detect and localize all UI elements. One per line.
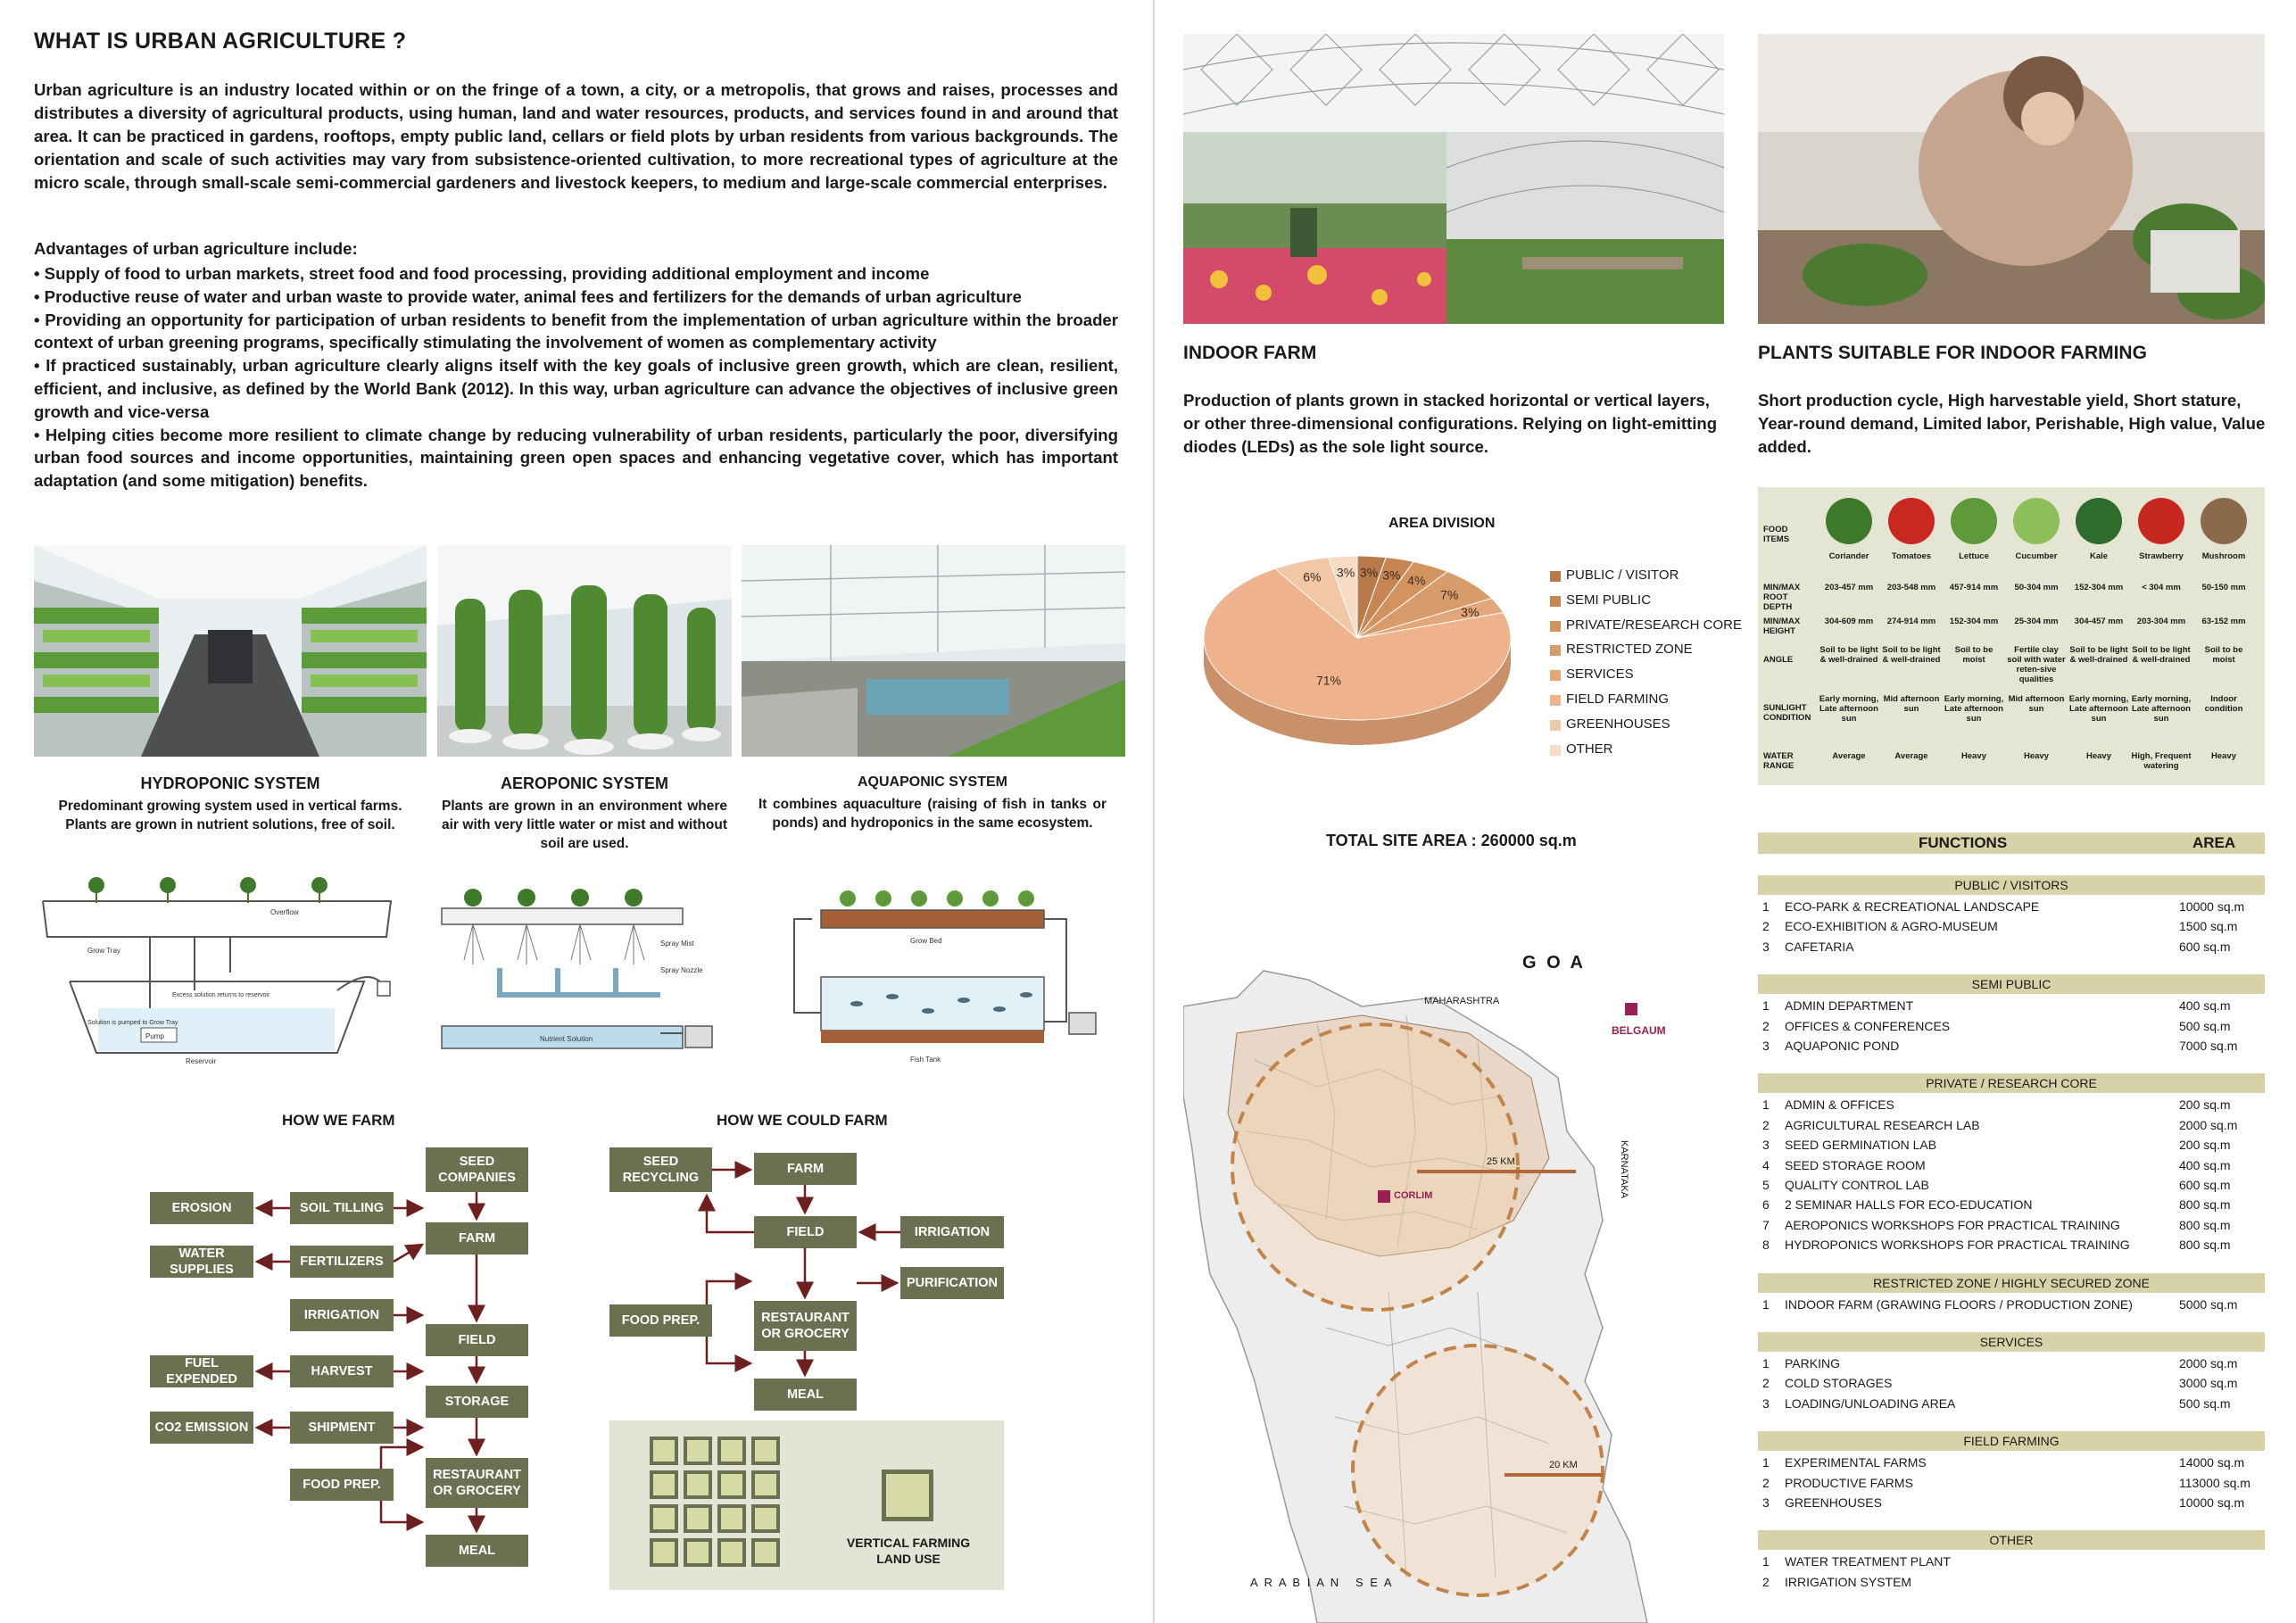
legend-label: GREENHOUSES	[1566, 716, 1670, 732]
advantage-item: • Providing an opportunity for participation of urban residents to benefit from the implementation of urban agriculture within the broader context of urban greening programs, specifically stimulating the involvement of women as complementary activity	[34, 310, 1118, 352]
legend-swatch	[1550, 571, 1561, 582]
farm-box: FARM	[426, 1222, 528, 1255]
aquaponic-diagram	[758, 879, 1115, 1066]
map-label-karnataka: KARNATAKA	[1619, 1140, 1629, 1198]
advantages-list	[34, 262, 1118, 493]
root-depth-cell: 203-457 mm	[1824, 583, 1874, 592]
erosion-box: EROSION	[150, 1192, 253, 1224]
land-use-cell	[717, 1470, 746, 1499]
function-row-name: ECO-EXHIBITION & AGRO-MUSEUM	[1785, 919, 1998, 934]
root-depth-cell: 50-150 mm	[2201, 583, 2246, 592]
function-group-header: PRIVATE / RESEARCH CORE	[1758, 1073, 2265, 1093]
function-row-number: 1	[1762, 998, 1770, 1014]
function-row-number: 6	[1762, 1197, 1770, 1213]
land-use-label: VERTICAL FARMING LAND USE	[846, 1536, 971, 1566]
function-row-name: AEROPONICS WORKSHOPS FOR PRACTICAL TRAINING	[1785, 1217, 2120, 1232]
page-divider	[1153, 0, 1155, 1623]
function-row-number: 4	[1762, 1157, 1770, 1172]
map-label-maharashtra: MAHARASHTRA	[1424, 996, 1500, 1006]
map-label-25km: 25 KM	[1487, 1156, 1515, 1167]
function-row-number: 3	[1762, 1138, 1770, 1153]
map-label-corlim: CORLIM	[1394, 1190, 1433, 1201]
advantage-item: • Helping cities become more resilient to climate change by reducing vulnerability of urban residents, particularly the poor, diversifying urban food sources and income opportunities, maintaining green open spaces and enhancing vegetative cover, which has important adaptation (and some mitigation) benefits.	[34, 425, 1118, 491]
hydroponic-desc: Predominant growing system used in vertical farms. Plants are grown in nutrient solutions, free of soil.	[58, 799, 402, 832]
function-row-number: 1	[1762, 1097, 1770, 1113]
map-label-goa: G O A	[1522, 953, 1586, 973]
function-row-name: CAFETARIA	[1785, 939, 1854, 954]
function-row-number: 2	[1762, 1376, 1770, 1391]
pie-slice-label: 3%	[1382, 567, 1401, 583]
total-site-area: TOTAL SITE AREA : 260000 sq.m	[1326, 832, 1577, 849]
function-row-area: 500 sq.m	[2179, 1018, 2231, 1033]
land-use-cell	[650, 1504, 678, 1533]
function-row-number: 8	[1762, 1238, 1770, 1253]
food-item-icon	[2201, 498, 2247, 544]
row-label-height: MIN/MAX HEIGHT	[1763, 617, 1801, 636]
soil-cell: Soil to be light & well-drained	[1882, 645, 1941, 665]
row-label-sunlight: SUNLIGHT CONDITION	[1763, 703, 1811, 723]
plants-photo	[1758, 34, 2265, 324]
function-row-number: 3	[1762, 1039, 1770, 1053]
advantage-item: • If practiced sustainably, urban agriculture clearly aligns itself with the key goals of inclusive green growth, which are clean, resilient, efficient, and inclusive, as defined by the World Bank (2012). In this way, urban agriculture can advance the objectives of inclusive green growth and vice-versa	[34, 356, 1118, 421]
function-row-area: 113000 sq.m	[2179, 1475, 2250, 1490]
land-use-cell	[684, 1437, 712, 1465]
soil-cell: Soil to be light & well-drained	[1819, 645, 1878, 665]
sunlight-cell: Early morning, Late afternoon sun	[2131, 694, 2192, 724]
hydroponic-diagram	[34, 874, 409, 1066]
location-map	[1183, 953, 1715, 1623]
function-row-name: PARKING	[1785, 1356, 1840, 1370]
pump-label: Pump	[145, 1032, 164, 1040]
restaurant-grocery-box: RESTAURANT OR GROCERY	[754, 1301, 857, 1351]
pie-title: AREA DIVISION	[1388, 516, 1496, 531]
indoor-farm-text: Production of plants grown in stacked horizontal or vertical layers, or other three-dimensional configurations. Relying on light-emitting diodes (LEDs) as the sole light source.	[1183, 391, 1718, 456]
meal-box: MEAL	[754, 1379, 857, 1411]
root-depth-cell: < 304 mm	[2142, 583, 2181, 592]
soil-cell: Soil to be moist	[1954, 645, 1993, 665]
overflow-label: Overflow	[270, 908, 299, 916]
legend-label: PUBLIC / VISITOR	[1566, 567, 1679, 583]
aquaponic-title: AQUAPONIC SYSTEM	[857, 774, 1007, 790]
function-row-area: 2000 sq.m	[2179, 1117, 2238, 1132]
nutrient-solution-label: Nutrient Solution	[540, 1035, 593, 1043]
food-item-icon	[1951, 498, 1997, 544]
indoor-farm-photo	[1183, 34, 1724, 324]
water-supplies-box: WATER SUPPLIES	[150, 1246, 253, 1278]
function-row-area: 1500 sq.m	[2179, 919, 2238, 934]
function-row-name: OFFICES & CONFERENCES	[1785, 1018, 1951, 1033]
pie-slice-label: 3%	[1461, 604, 1480, 619]
intro-paragraph: Urban agriculture is an industry located within or on the fringe of a town, a city, or a metropolis, that grows and raises, processes and distributes a diversity of agricultural products, using human, land and water resources, products, and services found in and around that area. It can be practiced in gardens, rooftops, empty public land, cellars or field plots by urban residents from various backgrounds. The orientation and scale of such activities may vary from subsistence-oriented cultivation, to more recreational types of agriculture at the micro scale, through small-scale semi-commercial gardeners and livestock keepers, to medium and large-scale commercial enterprises.	[34, 80, 1118, 192]
height-cell: 25-304 mm	[2014, 617, 2059, 626]
function-row-area: 200 sq.m	[2179, 1097, 2231, 1113]
sunlight-cell: Mid afternoon sun	[2008, 694, 2065, 714]
function-row-area: 800 sq.m	[2179, 1197, 2231, 1213]
food-item-icon	[2013, 498, 2060, 544]
height-cell: 274-914 mm	[1886, 617, 1936, 626]
land-use-small-square	[882, 1470, 933, 1521]
function-row-area: 800 sq.m	[2179, 1217, 2231, 1232]
area-header-label: AREA	[2192, 834, 2236, 851]
fertilizers-box: FERTILIZERS	[290, 1246, 394, 1278]
water-range-cell: Heavy	[1961, 751, 1986, 761]
plants-text: Short production cycle, High harvestable yield, Short stature, Year-round demand, Limited labor, Perishable, High value, Value added.	[1758, 391, 2266, 456]
functions-header-label: FUNCTIONS	[1919, 834, 2008, 851]
map-label-belgaum: BELGAUM	[1612, 1024, 1666, 1037]
function-row-area: 10000 sq.m	[2179, 899, 2245, 914]
land-use-cell	[717, 1504, 746, 1533]
land-use-cell	[751, 1504, 780, 1533]
function-row-area: 500 sq.m	[2179, 1395, 2231, 1411]
sunlight-cell: Early morning, Late afternoon sun	[1819, 694, 1879, 724]
indoor-farm-title: INDOOR FARM	[1183, 343, 1317, 363]
function-row-name: LOADING/UNLOADING AREA	[1785, 1395, 1956, 1411]
water-range-cell: Heavy	[2086, 751, 2111, 761]
map-label-20km: 20 KM	[1549, 1460, 1578, 1470]
land-use-grid	[650, 1437, 761, 1575]
row-label-angle: ANGLE	[1763, 655, 1794, 665]
food-item-name: Cucumber	[2015, 551, 2058, 561]
aquaponic-photo	[742, 545, 1125, 757]
function-row-name: SEED GERMINATION LAB	[1785, 1138, 1937, 1153]
pie-slice-label: 7%	[1440, 587, 1459, 602]
how-we-farm-title: HOW WE FARM	[282, 1112, 395, 1129]
irrigation-box: IRRIGATION	[900, 1216, 1004, 1248]
aeroponic-title: AEROPONIC SYSTEM	[500, 774, 669, 792]
meal-box: MEAL	[426, 1535, 528, 1567]
land-use-cell	[650, 1437, 678, 1465]
function-row-area: 200 sq.m	[2179, 1138, 2231, 1153]
function-row-number: 1	[1762, 1554, 1770, 1569]
height-cell: 152-304 mm	[1949, 617, 1999, 626]
function-row-name: HYDROPONICS WORKSHOPS FOR PRACTICAL TRAINING	[1785, 1238, 2130, 1253]
height-cell: 203-304 mm	[2136, 617, 2186, 626]
food-item-name: Coriander	[1828, 551, 1869, 561]
root-depth-cell: 203-548 mm	[1886, 583, 1936, 592]
soil-cell: Fertile clay soil with water reten-sive qualities	[2007, 645, 2066, 684]
function-row-area: 3000 sq.m	[2179, 1376, 2238, 1391]
food-item-icon	[2138, 498, 2184, 544]
legend-label: SEMI PUBLIC	[1566, 592, 1652, 608]
function-group-header: SERVICES	[1758, 1332, 2265, 1352]
page-title: WHAT IS URBAN AGRICULTURE ?	[34, 29, 407, 54]
function-row-area: 7000 sq.m	[2179, 1039, 2238, 1053]
legend-label: OTHER	[1566, 741, 1613, 757]
legend-swatch	[1550, 670, 1561, 681]
row-label-root-depth: MIN/MAX ROOT DEPTH	[1763, 583, 1801, 612]
land-use-cell	[751, 1538, 780, 1567]
irrigation-box: IRRIGATION	[290, 1299, 394, 1331]
hydroponic-title: HYDROPONIC SYSTEM	[140, 774, 320, 792]
function-row-number: 3	[1762, 1395, 1770, 1411]
height-cell: 63-152 mm	[2201, 617, 2246, 626]
sunlight-cell: Indoor condition	[2204, 694, 2243, 714]
spray-mist-label: Spray Mist	[660, 940, 694, 948]
function-row-name: GREENHOUSES	[1785, 1495, 1882, 1510]
soil-cell: Soil to be light & well-drained	[2069, 645, 2128, 665]
land-use-cell	[684, 1538, 712, 1567]
function-row-name: ECO-PARK & RECREATIONAL LANDSCAPE	[1785, 899, 2040, 914]
function-row-name: AQUAPONIC POND	[1785, 1039, 1900, 1053]
function-row-area: 600 sq.m	[2179, 1178, 2231, 1192]
land-use-cell	[684, 1504, 712, 1533]
soil-tilling-box: SOIL TILLING	[290, 1192, 394, 1224]
function-row-number: 3	[1762, 939, 1770, 954]
map-label-arabian-sea: A R A B I A N S E A	[1250, 1576, 1394, 1589]
function-row-area: 800 sq.m	[2179, 1238, 2231, 1253]
land-use-cell	[717, 1538, 746, 1567]
function-row-number: 2	[1762, 919, 1770, 934]
plant-requirements-table	[1758, 487, 2265, 785]
function-row-name: WATER TREATMENT PLANT	[1785, 1554, 1951, 1569]
area-division-pie	[1192, 544, 1522, 758]
legend-label: FIELD FARMING	[1566, 691, 1670, 707]
legend-label: PRIVATE/RESEARCH CORE	[1566, 617, 1742, 633]
function-row-area: 2000 sq.m	[2179, 1356, 2238, 1370]
solution-pumped-label: Solution is pumped to Grow Tray	[87, 1020, 178, 1026]
function-row-number: 1	[1762, 1296, 1770, 1312]
seed-companies-box: SEED COMPANIES	[426, 1147, 528, 1192]
land-use-panel	[609, 1420, 1004, 1590]
pie-slice-label: 3%	[1336, 565, 1355, 580]
function-group-header: PUBLIC / VISITORS	[1758, 875, 2265, 895]
function-row-name: EXPERIMENTAL FARMS	[1785, 1455, 1927, 1470]
pie-slice-label: 4%	[1407, 573, 1426, 588]
land-use-cell	[650, 1470, 678, 1499]
function-row-name: IRRIGATION SYSTEM	[1785, 1574, 1912, 1589]
sunlight-cell: Early morning, Late afternoon sun	[2068, 694, 2129, 724]
functions-header	[1758, 832, 2265, 854]
function-group-header: SEMI PUBLIC	[1758, 974, 2265, 994]
fuel-expended-box: FUEL EXPENDED	[150, 1355, 253, 1387]
legend-label: RESTRICTED ZONE	[1566, 642, 1693, 658]
function-row-number: 7	[1762, 1217, 1770, 1232]
food-item-name: Mushroom	[2201, 551, 2246, 561]
land-use-cell	[751, 1437, 780, 1465]
function-group-header: OTHER	[1758, 1530, 2265, 1550]
function-row-number: 3	[1762, 1495, 1770, 1510]
food-prep-box: FOOD PREP.	[290, 1469, 394, 1501]
root-depth-cell: 50-304 mm	[2014, 583, 2059, 592]
land-use-cell	[684, 1470, 712, 1499]
food-item-name: Tomatoes	[1891, 551, 1932, 561]
food-item-icon	[2076, 498, 2122, 544]
function-row-name: COLD STORAGES	[1785, 1376, 1893, 1391]
shipment-box: SHIPMENT	[290, 1412, 394, 1444]
root-depth-cell: 457-914 mm	[1949, 583, 1999, 592]
function-row-number: 2	[1762, 1475, 1770, 1490]
row-label-water-range: WATER RANGE	[1763, 751, 1795, 771]
how-we-could-farm-title: HOW WE COULD FARM	[717, 1112, 888, 1129]
height-cell: 304-457 mm	[2074, 617, 2124, 626]
legend-swatch	[1550, 596, 1561, 607]
grow-bed-label: Grow Bed	[910, 937, 942, 945]
food-item-name: Strawberry	[2139, 551, 2184, 561]
root-depth-cell: 152-304 mm	[2074, 583, 2124, 592]
co2-emission-box: CO2 EMISSION	[150, 1412, 253, 1444]
row-label-food-items: FOOD ITEMS	[1763, 525, 1790, 544]
purification-box: PURIFICATION	[900, 1267, 1004, 1299]
advantage-item: • Productive reuse of water and urban waste to provide water, animal fees and fertilizers for the demands of urban agriculture	[34, 286, 1022, 306]
function-row-number: 1	[1762, 1356, 1770, 1370]
pie-slice-label: 3%	[1359, 565, 1379, 580]
advantage-item: • Supply of food to urban markets, street food and food processing, providing additional employment and income	[34, 264, 930, 283]
storage-box: STORAGE	[426, 1386, 528, 1418]
restaurant-grocery-box: RESTAURANT OR GROCERY	[426, 1458, 528, 1508]
legend-swatch	[1550, 695, 1561, 706]
grow-tray-label: Grow Tray	[87, 947, 120, 955]
sunlight-cell: Mid afternoon sun	[1883, 694, 1940, 714]
legend-swatch	[1550, 720, 1561, 731]
pie-slice-label: 6%	[1303, 569, 1322, 584]
food-item-icon	[1888, 498, 1935, 544]
sunlight-cell: Early morning, Late afternoon sun	[1944, 694, 2004, 724]
function-row-name: ADMIN & OFFICES	[1785, 1097, 1894, 1113]
legend-swatch	[1550, 745, 1561, 756]
excess-solution-label: Excess solution returns to reservoir	[172, 992, 270, 998]
function-row-number: 1	[1762, 899, 1770, 914]
function-row-name: PRODUCTIVE FARMS	[1785, 1475, 1913, 1490]
function-row-name: INDOOR FARM (GRAWING FLOORS / PRODUCTION ZONE)	[1785, 1296, 2133, 1312]
fish-tank-label: Fish Tank	[910, 1056, 941, 1064]
function-row-number: 5	[1762, 1178, 1770, 1192]
function-row-area: 10000 sq.m	[2179, 1495, 2245, 1510]
spray-nozzle-label: Spray Nozzle	[660, 966, 703, 974]
function-row-area: 14000 sq.m	[2179, 1455, 2245, 1470]
legend-swatch	[1550, 621, 1561, 632]
water-range-cell: Heavy	[2211, 751, 2236, 761]
function-row-number: 1	[1762, 1455, 1770, 1470]
water-range-cell: Heavy	[2024, 751, 2049, 761]
function-row-name: 2 SEMINAR HALLS FOR ECO-EDUCATION	[1785, 1197, 2033, 1213]
water-range-cell: Average	[1894, 751, 1928, 761]
function-row-area: 400 sq.m	[2179, 998, 2231, 1014]
soil-cell: Soil to be light & well-drained	[2132, 645, 2191, 665]
harvest-box: HARVEST	[290, 1355, 394, 1387]
function-row-area: 400 sq.m	[2179, 1157, 2231, 1172]
advantages-heading: Advantages of urban agriculture include:	[34, 239, 358, 258]
function-row-number: 2	[1762, 1574, 1770, 1589]
reservoir-label: Reservoir	[186, 1057, 217, 1065]
plants-title: PLANTS SUITABLE FOR INDOOR FARMING	[1758, 343, 2147, 363]
land-use-cell	[717, 1437, 746, 1465]
food-item-name: Lettuce	[1959, 551, 1989, 561]
farm-box: FARM	[754, 1153, 857, 1185]
function-row-number: 2	[1762, 1018, 1770, 1033]
aeroponic-photo	[437, 545, 732, 757]
aeroponic-desc: Plants are grown in an environment where air with very little water or mist and without soil are used.	[442, 799, 727, 851]
legend-swatch	[1550, 645, 1561, 656]
function-group-header: RESTRICTED ZONE / HIGHLY SECURED ZONE	[1758, 1273, 2265, 1293]
land-use-cell	[751, 1470, 780, 1499]
function-row-name: AGRICULTURAL RESEARCH LAB	[1785, 1117, 1980, 1132]
aquaponic-desc: It combines aquaculture (raising of fish in tanks or ponds) and hydroponics in the same ecosystem.	[758, 797, 1107, 831]
food-item-name: Kale	[2089, 551, 2109, 561]
pie-slice-label: 71%	[1315, 673, 1341, 688]
function-row-name: QUALITY CONTROL LAB	[1785, 1178, 1929, 1192]
function-row-name: ADMIN DEPARTMENT	[1785, 998, 1914, 1014]
function-group-header: FIELD FARMING	[1758, 1431, 2265, 1451]
aeroponic-diagram	[437, 883, 732, 1062]
function-row-name: SEED STORAGE ROOM	[1785, 1157, 1926, 1172]
water-range-cell: Average	[1832, 751, 1866, 761]
food-item-icon	[1826, 498, 1872, 544]
function-row-area: 5000 sq.m	[2179, 1296, 2238, 1312]
function-row-number: 2	[1762, 1117, 1770, 1132]
land-use-cell	[650, 1538, 678, 1567]
legend-label: SERVICES	[1566, 667, 1634, 683]
seed-recycling-box: SEED RECYCLING	[609, 1147, 712, 1192]
field-box: FIELD	[754, 1216, 857, 1248]
food-prep-box: FOOD PREP.	[609, 1304, 712, 1337]
field-box: FIELD	[426, 1324, 528, 1356]
function-row-area: 600 sq.m	[2179, 939, 2231, 954]
height-cell: 304-609 mm	[1824, 617, 1874, 626]
hydroponic-photo	[34, 545, 427, 757]
water-range-cell: High, Frequent watering	[2131, 751, 2192, 771]
soil-cell: Soil to be moist	[2204, 645, 2243, 665]
